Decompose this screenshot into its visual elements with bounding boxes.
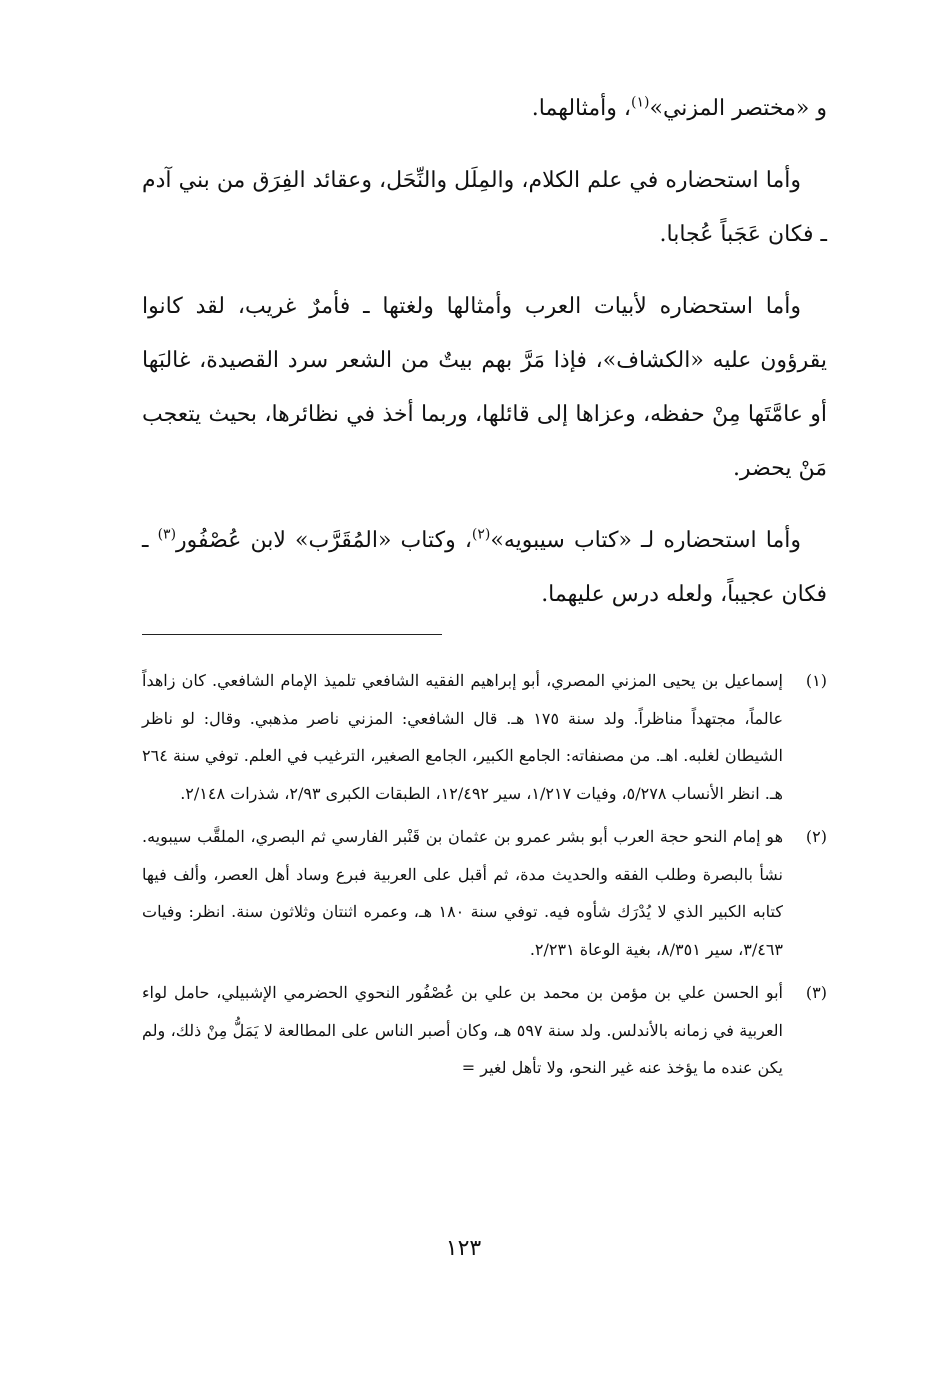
- footnote-separator-wrap: [142, 634, 827, 656]
- paragraph-2: [142, 154, 827, 262]
- footnote-1: [142, 662, 827, 812]
- footnote-2: [142, 818, 827, 968]
- page-number: ١٢٣: [445, 1236, 482, 1261]
- paragraph-4: [142, 514, 827, 622]
- footnote-3: [142, 974, 827, 1087]
- footnote-2-text: هو إمام النحو حجة العرب أبو بشر عمرو بن عثمان بن قَنْبر الفارسي ثم البصري، الملقَّب سيبويه. نشأ بالبصرة وطلب الفقه والحديث مدة، ثم أقبل على العربية فبرع وساد أهل العصر، وألف فيها كتابه الكبير الذي لا يُدْرَك شأوه فيه. توفي سنة ١٨٠ هـ، وعمره اثنتان وثلاثون سنة. انظر: وفيات ٣/٤٦٣، سير ٨/٣٥١، بغية الوعاة ٢/٢٣١.: [142, 827, 783, 959]
- footnote-3-number: (٣): [805, 983, 827, 1002]
- paragraph-1-text: و «مختصر المزني»: [649, 96, 827, 121]
- main-text: [142, 82, 827, 622]
- paragraph-3-text: وأما استحضاره لأبيات العرب وأمثالها ولغتها ـ فأمرٌ غريب، لقد كانوا يقرؤون عليه «الكشاف»، فإذا مَرَّ بهم بيتٌ من الشعر سرد القصيدة، غالبَها أو عامَّتَها مِنْ حفظه، وعزاها إلى قائلها، وربما أخذ في نظائرها، بحيث يتعجب مَنْ يحضر.: [142, 294, 827, 481]
- footnote-separator: [142, 634, 442, 635]
- footnote-1-number: (١): [805, 671, 827, 690]
- footnote-1-text: إسماعيل بن يحيى المزني المصري، أبو إبراهيم الفقيه الشافعي تلميذ الإمام الشافعي. كان زاهداً عالماً، مجتهداً مناظراً. ولد سنة ١٧٥ هـ. قال الشافعي: المزني ناصر مذهبي. وقال: لو ناظر الشيطان لغلبه. اهـ. من مصنفاته: الجامع الكبير، الجامع الصغير، الترغيب في العلم. توفي سنة ٢٦٤ هـ. انظر الأنساب ٥/٢٧٨، وفيات ١/٢١٧، سير ١٢/٤٩٢، الطبقات الكبرى ٢/٩٣، شذرات ٢/١٤٨.: [142, 671, 783, 803]
- paragraph-1: [142, 82, 827, 136]
- footnote-ref-2: (٢): [471, 526, 491, 543]
- footnotes: [142, 662, 827, 1087]
- paragraph-4-text: وأما استحضاره لـ «كتاب سيبويه»: [490, 528, 801, 553]
- paragraph-4-tail: ـ فكان عجيباً، ولعله درس عليهما.: [142, 528, 827, 607]
- footnote-ref-3: (٣): [157, 526, 177, 543]
- paragraph-3: [142, 280, 827, 496]
- paragraph-1-tail: ، وأمثالهما.: [531, 96, 632, 121]
- paragraph-2-text: وأما استحضاره في علم الكلام، والمِلَل والنِّحَل، وعقائد الفِرَق من بني آدم ـ فكان عَجَباً عُجابا.: [142, 168, 827, 247]
- footnote-3-text: أبو الحسن علي بن مؤمن بن محمد بن علي بن عُصْفُور النحوي الحضرمي الإشبيلي، حامل لواء العربية في زمانه بالأندلس. ولد سنة ٥٩٧ هـ، وكان أصبر الناس على المطالعة لا يَمَلُّ مِنْ ذلك، ولم يكن عنده ما يؤخذ عنه غير النحو، ولا تأهل لغير =: [142, 983, 784, 1077]
- footnote-ref-1: (١): [631, 94, 650, 111]
- paragraph-4-middle: ، وكتاب «المُقَرَّب» لابن عُصْفُور: [176, 528, 472, 553]
- footnote-2-number: (٢): [805, 827, 827, 846]
